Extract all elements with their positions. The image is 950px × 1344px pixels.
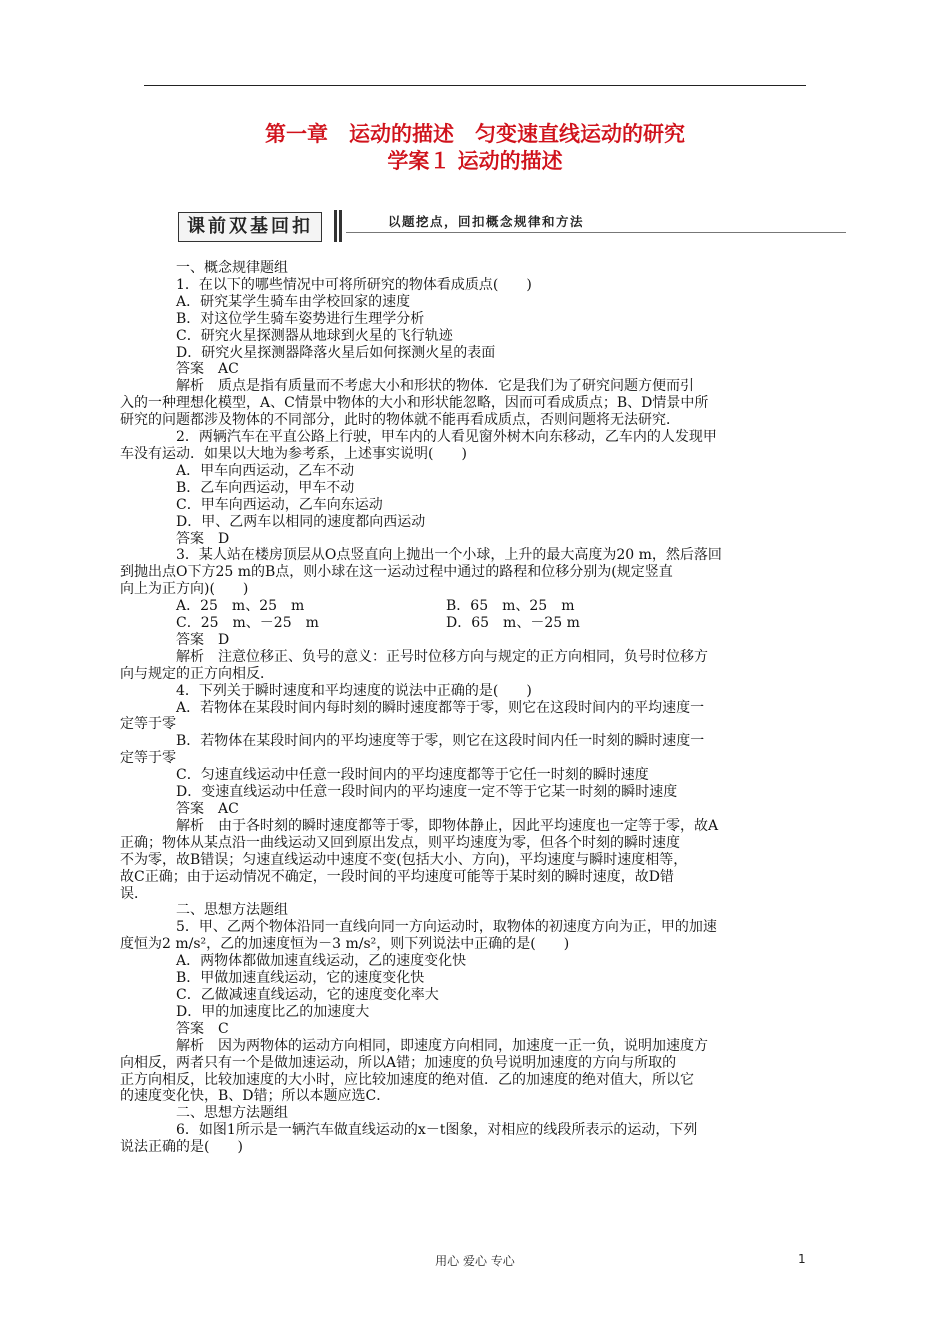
question-3-option-a: A．25 m、25 m	[176, 598, 305, 615]
question-1-option-b: B．对这位学生骑车姿势进行生理学分析	[176, 310, 425, 327]
document-body	[120, 260, 810, 1156]
question-4-option-a: 定等于零	[120, 716, 176, 733]
page-number: 1	[798, 1252, 806, 1266]
question-3-option-b: B．65 m、25 m	[446, 598, 575, 615]
banner-divider-bars	[334, 210, 344, 242]
section-banner	[178, 208, 846, 244]
question-4-option-a: A．若物体在某段时间内每时刻的瞬时速度都等于零，则它在这段时间内的平均速度一	[176, 699, 705, 716]
question-1-stem: 1．在以下的哪些情况中可将所研究的物体看成质点( )	[176, 276, 532, 293]
question-3-options-row	[176, 598, 810, 615]
question-5-option-d: D．甲的加速度比乙的加速度大	[176, 1003, 370, 1020]
question-3-option-d: D．65 m、－25 m	[446, 615, 580, 632]
question-6-stem: 说法正确的是( )	[120, 1139, 243, 1156]
question-4-analysis: 误．	[120, 885, 148, 902]
question-4-analysis: 故C正确；由于运动情况不确定，一段时间的平均速度可能等于某时刻的瞬时速度，故D错	[120, 868, 674, 885]
question-1-analysis: 研究的问题都涉及物体的不同部分，此时的物体就不能再看成质点，否则问题将无法研究．	[120, 412, 680, 429]
footer-motto: 用心 爱心 专心	[435, 1254, 515, 1268]
question-1-option-a: A．研究某学生骑车由学校回家的速度	[176, 293, 411, 310]
question-1-answer: 答案 AC	[176, 361, 239, 378]
question-5-option-c: C．乙做减速直线运动，它的速度变化率大	[176, 986, 439, 1003]
question-4-analysis: 正确；物体从某点沿一曲线运动又回到原出发点，则平均速度为零，但各个时刻的瞬时速度	[120, 834, 680, 851]
chapter-title: 第一章 运动的描述 匀变速直线运动的研究	[265, 122, 685, 146]
question-3-options-row	[176, 615, 810, 632]
lesson-title: 学案１ 运动的描述	[387, 149, 563, 173]
question-2-option-a: A．甲车向西运动，乙车不动	[176, 462, 355, 479]
question-4-analysis: 解析 由于各时刻的瞬时速度都等于零，即物体静止，因此平均速度也一定等于零，故A	[176, 817, 719, 834]
section-heading: 二、思想方法题组	[176, 902, 288, 919]
question-5-analysis: 向相反，两者只有一个是做加速运动，所以A错；加速度的负号说明加速度的方向与所取的	[120, 1054, 677, 1071]
question-3-stem: 向上为正方向)( )	[120, 581, 249, 598]
question-5-answer: 答案 C	[176, 1020, 229, 1037]
header-rule	[144, 85, 806, 86]
banner-subtitle: 以题挖点，回扣概念规律和方法	[388, 214, 585, 229]
question-3-analysis: 解析 注意位移正、负号的意义：正号时位移方向与规定的正方向相同，负号时位移方	[176, 648, 708, 665]
question-3-analysis: 向与规定的正方向相反．	[120, 665, 274, 682]
question-3-stem: 到抛出点O下方25 m的B点，则小球在这一运动过程中通过的路程和位移分别为(规定竖直	[120, 564, 673, 581]
section-heading: 二、思想方法题组	[176, 1105, 288, 1122]
question-5-analysis: 正方向相反，比较加速度的大小时，应比较加速度的绝对值．乙的加速度的绝对值大，所以它	[120, 1071, 694, 1088]
question-3-option-c: C．25 m、－25 m	[176, 615, 319, 632]
question-1-option-d: D．研究火星探测器降落火星后如何探测火星的表面	[176, 344, 496, 361]
question-1-option-c: C．研究火星探测器从地球到火星的飞行轨迹	[176, 327, 453, 344]
question-1-analysis: 入的一种理想化模型，A、C情景中物体的大小和形状能忽略，因而可看成质点；B、D情景中所	[120, 395, 709, 412]
question-2-stem: 车没有运动．如果以大地为参考系，上述事实说明( )	[120, 445, 467, 462]
question-3-stem: 3．某人站在楼房顶层从O点竖直向上抛出一个小球，上升的最大高度为20 m，然后落回	[176, 547, 722, 564]
question-5-option-b: B．甲做加速直线运动，它的速度变化快	[176, 970, 425, 987]
question-3-answer: 答案 D	[176, 631, 230, 648]
question-2-stem: 2．两辆汽车在平直公路上行驶，甲车内的人看见窗外树木向东移动，乙车内的人发现甲	[176, 429, 717, 446]
question-4-stem: 4．下列关于瞬时速度和平均速度的说法中正确的是( )	[176, 682, 532, 699]
banner-label: 课前双基回扣	[178, 212, 322, 242]
question-2-option-b: B．乙车向西运动，甲车不动	[176, 479, 355, 496]
question-4-option-d: D．变速直线运动中任意一段时间内的平均速度一定不等于它某一时刻的瞬时速度	[176, 784, 678, 801]
question-5-analysis: 解析 因为两物体的运动方向相同，即速度方向相同，加速度一正一负，说明加速度方	[176, 1037, 708, 1054]
question-2-option-d: D．甲、乙两车以相同的速度都向西运动	[176, 513, 426, 530]
question-4-option-c: C．匀速直线运动中任意一段时间内的平均速度都等于它任一时刻的瞬时速度	[176, 767, 649, 784]
banner-underline	[346, 232, 846, 233]
question-5-stem: 5．甲、乙两个物体沿同一直线向同一方向运动时，取物体的初速度方向为正，甲的加速	[176, 919, 717, 936]
question-5-option-a: A．两物体都做加速直线运动，乙的速度变化快	[176, 953, 467, 970]
question-2-option-c: C．甲车向西运动，乙车向东运动	[176, 496, 383, 513]
question-5-analysis: 的速度变化快，B、D错；所以本题应选C．	[120, 1088, 391, 1105]
question-4-option-b: B．若物体在某段时间内的平均速度等于零，则它在这段时间内任一时刻的瞬时速度一	[176, 733, 705, 750]
question-5-stem: 度恒为2 m/s²，乙的加速度恒为－3 m/s²，则下列说法中正确的是( )	[120, 936, 570, 953]
question-2-answer: 答案 D	[176, 530, 230, 547]
question-6-stem: 6．如图1所示是一辆汽车做直线运动的x－t图象，对相应的线段所表示的运动，下列	[176, 1122, 698, 1139]
section-heading: 一、概念规律题组	[176, 260, 288, 276]
question-1-analysis: 解析 质点是指有质量而不考虑大小和形状的物体．它是我们为了研究问题方便而引	[176, 378, 694, 395]
question-4-answer: 答案 AC	[176, 801, 239, 817]
question-4-analysis: 不为零，故B错误；匀速直线运动中速度不变(包括大小、方向)，平均速度与瞬时速度相等，	[120, 851, 688, 868]
question-4-option-b: 定等于零	[120, 750, 176, 767]
